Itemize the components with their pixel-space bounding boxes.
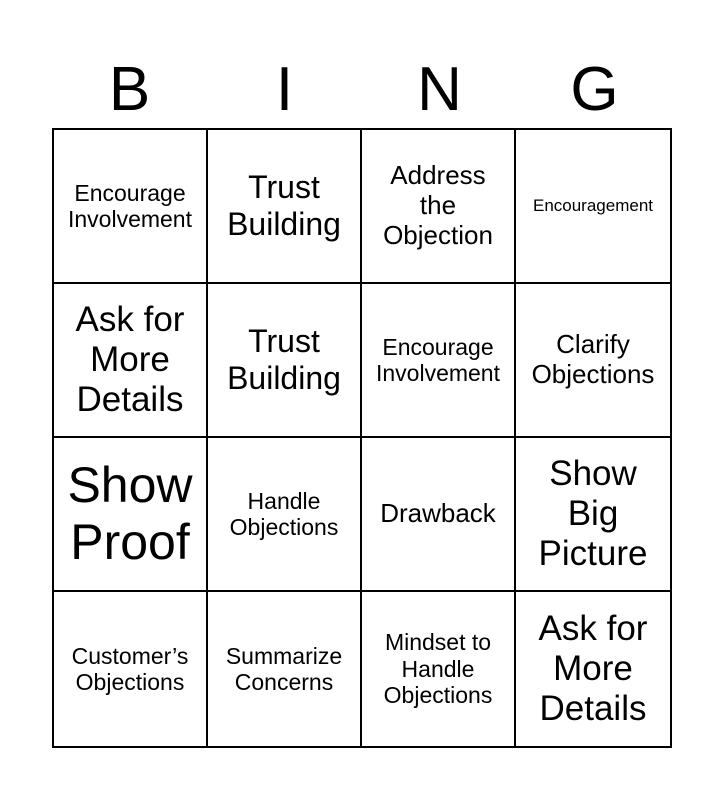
bingo-cell-r4-c2[interactable] [208,592,362,746]
cell-label: Handle Objections [229,487,339,540]
cell-label: Encourage Involvement [67,179,192,232]
cell-label: Mindset to Handle Objections [383,629,493,709]
cell-label: Summarize Concerns [225,642,343,695]
bingo-cell-r2-c4[interactable] [516,284,670,438]
bingo-cell-r4-c3[interactable] [362,592,516,746]
cell-label: Encouragement [532,196,654,216]
cell-label: Ask for More Details [75,299,185,420]
bingo-cell-r1-c2[interactable] [208,130,362,284]
bingo-cell-r1-c3[interactable] [362,130,516,284]
cell-label: Show Proof [67,456,193,570]
bingo-cell-r1-c1[interactable] [54,130,208,284]
cell-label: Encourage Involvement [375,333,500,386]
cell-label: Drawback [380,498,496,529]
cell-label: Customer’s Objections [71,642,189,695]
bingo-cell-r1-c4[interactable] [516,130,670,284]
cell-label: Trust Building [227,169,341,242]
cell-label: Ask for More Details [538,608,648,729]
bingo-cell-r4-c4[interactable] [516,592,670,746]
bingo-cell-r2-c3[interactable] [362,284,516,438]
bingo-header [52,52,672,128]
bingo-board [52,128,672,748]
bingo-cell-r4-c1[interactable] [54,592,208,746]
header-letter-n: N [417,55,462,124]
bingo-cell-r3-c1[interactable] [54,438,208,592]
cell-label: Address the Objection [383,160,493,250]
bingo-cell-r3-c3[interactable] [362,438,516,592]
bingo-cell-r3-c4[interactable] [516,438,670,592]
bingo-cell-r2-c2[interactable] [208,284,362,438]
cell-label: Trust Building [227,323,341,396]
header-letter-i: I [275,55,294,124]
header-letter-b: B [108,55,151,124]
bingo-cell-r3-c2[interactable] [208,438,362,592]
header-letter-g: G [570,55,619,124]
cell-label: Clarify Objections [531,329,655,389]
bingo-cell-r2-c1[interactable] [54,284,208,438]
cell-label: Show Big Picture [538,453,648,574]
